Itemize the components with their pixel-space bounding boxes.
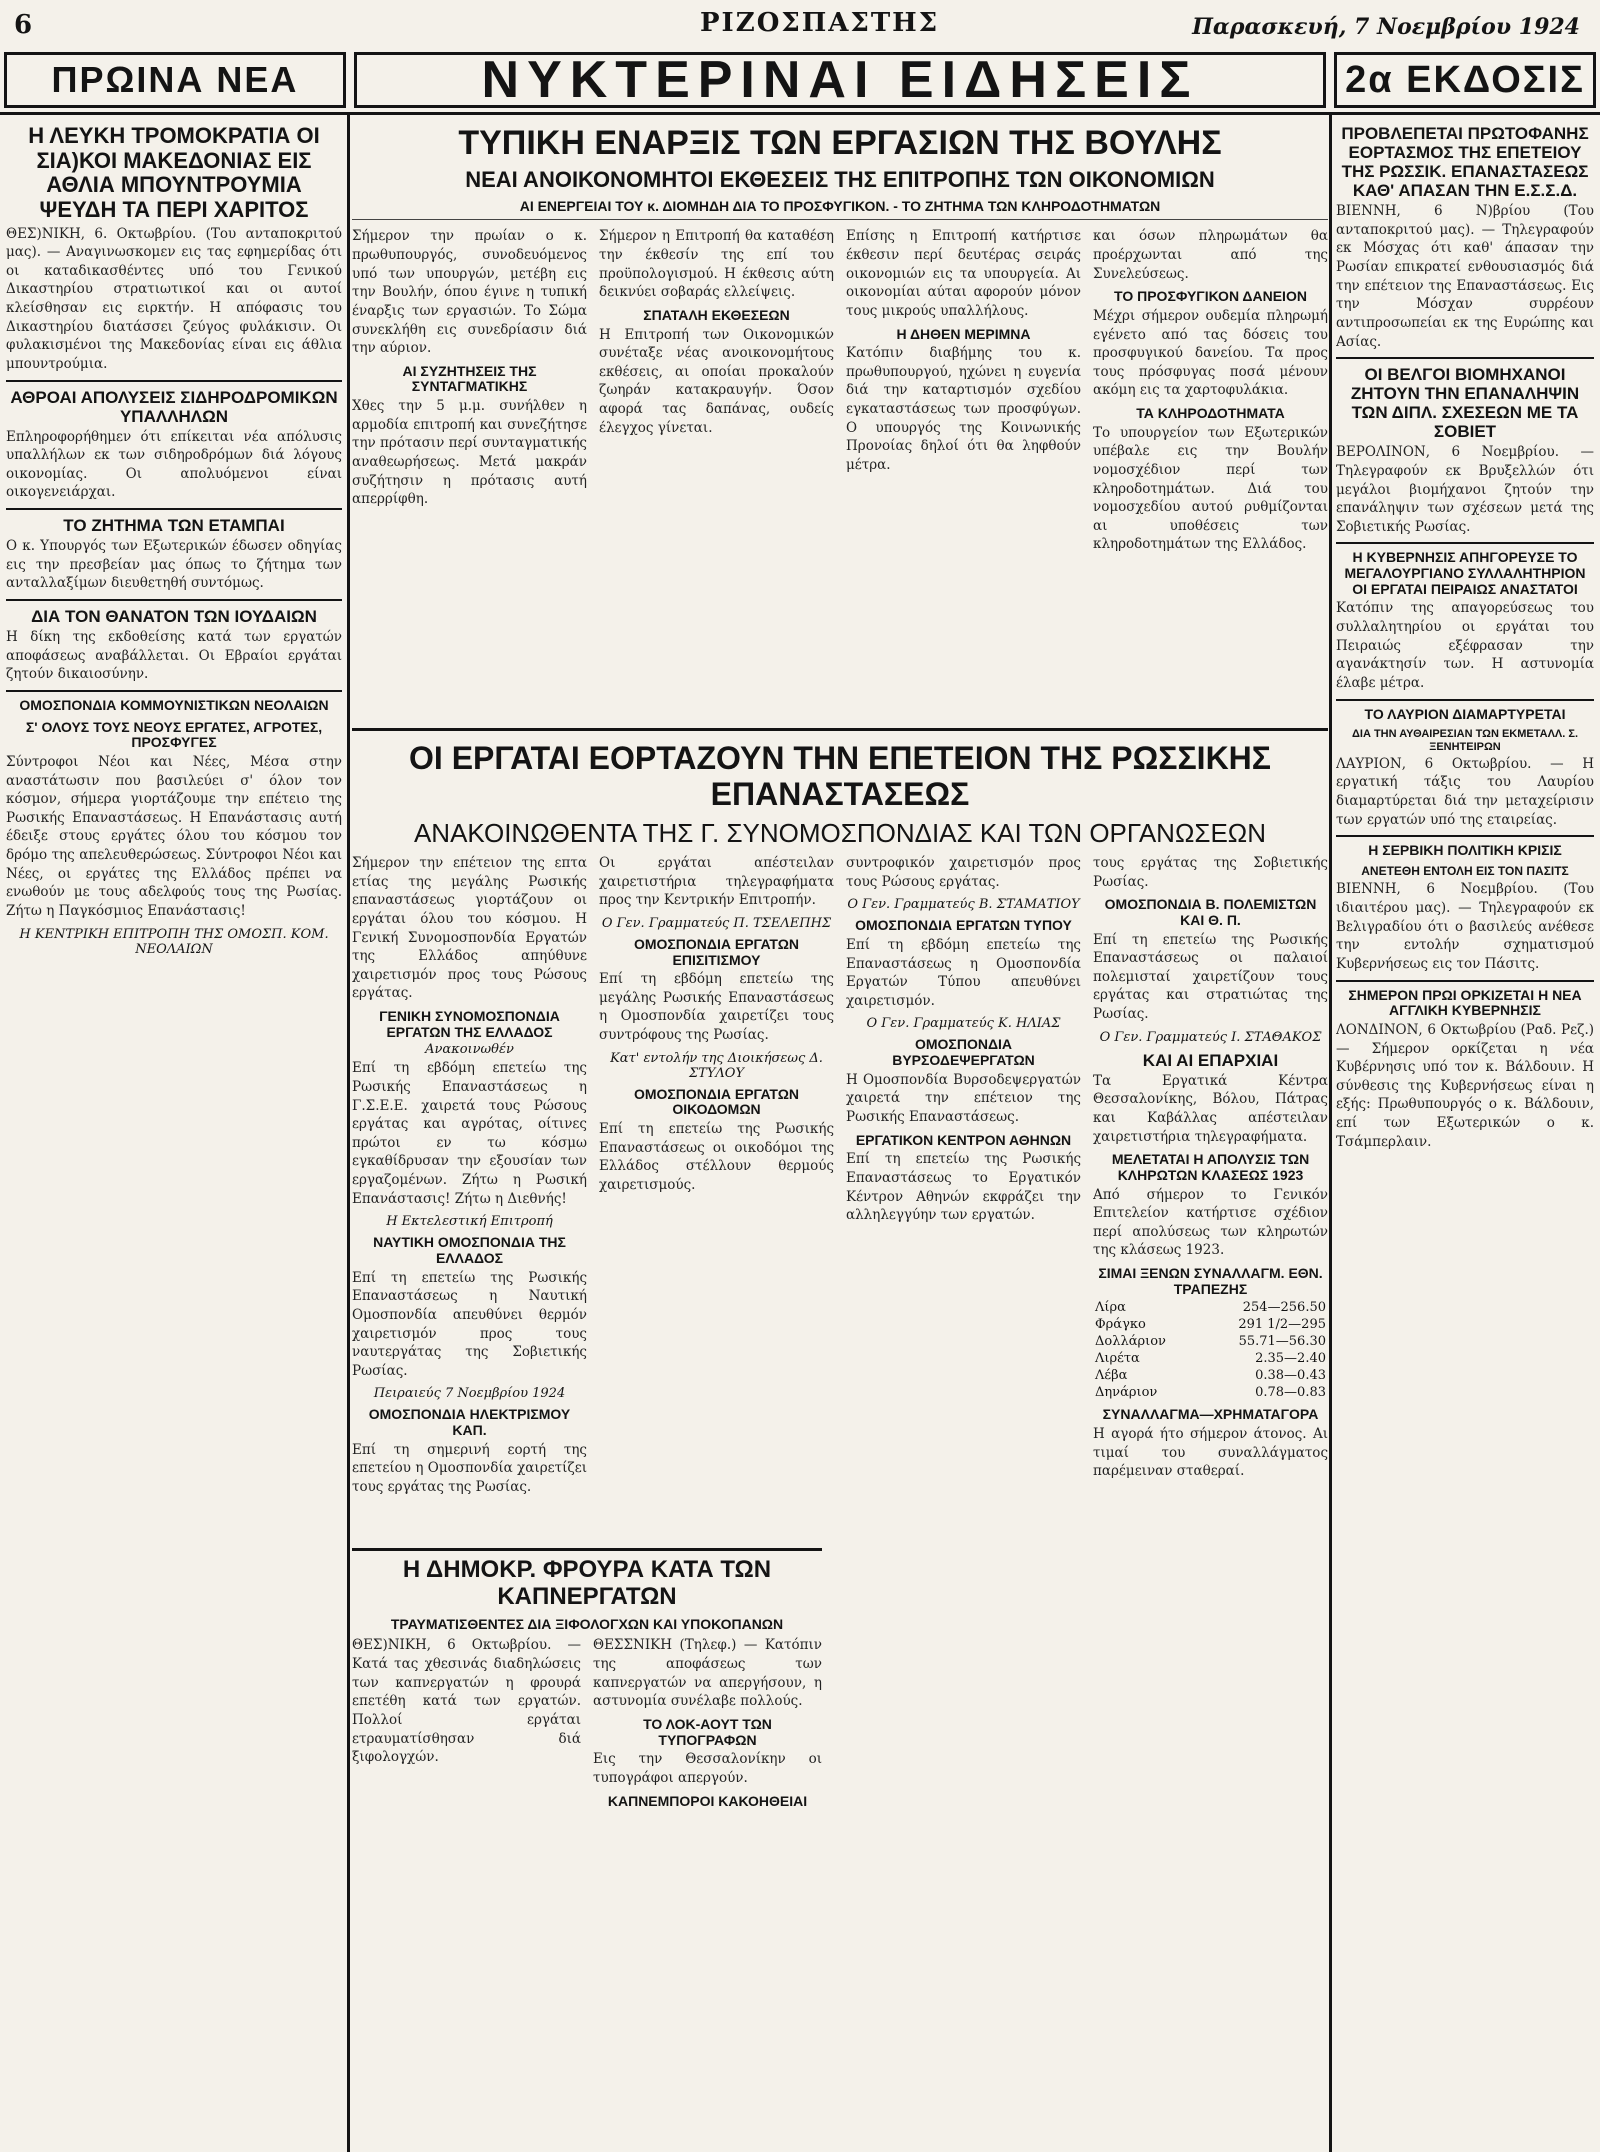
subheading: ΕΡΓΑΤΙΚΟΝ ΚΕΝΤΡΟΝ ΑΘΗΝΩΝ — [855, 1131, 1072, 1148]
subheading: ΣΠΑΤΑΛΗ ΕΚΘΕΣΕΩΝ — [643, 306, 790, 323]
text: Επί τη σημερινή εορτή της επετείου η Ομοσπονδία χαιρετίζει τους εργάτας της Ρωσίας. — [352, 1441, 587, 1496]
banner-night-news: ΝΥΚΤΕΡΙΝΑΙ ΕΙΔΗΣΕΙΣ — [354, 52, 1326, 108]
divider — [6, 599, 342, 601]
rate-currency: Λιρέτα — [1095, 1351, 1140, 1367]
right-column — [1336, 118, 1594, 2142]
article-title-england: ΣΗΜΕΡΟΝ ΠΡΩΙ ΟΡΚΙΖΕΤΑΙ Η ΝΕΑ ΑΓΓΛΙΚΗ ΚΥΒΕΡΝΗΣΙΣ — [1348, 986, 1582, 1019]
text: Επί τη εβδόμη επετείω της Επαναστάσεως η Ομοσπονδία Εργατών Τύπου απευθύνει χαιρετισμόν. — [846, 936, 1081, 1009]
article-title-lavrion: ΤΟ ΛΑΥΡΙΟΝ ΔΙΑΜΑΡΤΥΡΕΤΑΙ — [1364, 705, 1566, 722]
issue-date: Παρασκευή, 7 Νοεμβρίου 1924 — [1192, 14, 1580, 40]
text: Οι εργάται απέστειλαν χαιρετιστήρια τηλεγραφήματα προς την Κεντρικήν Επιτροπήν. — [599, 855, 834, 909]
article-title-serbia: Η ΣΕΡΒΙΚΗ ΠΟΛΙΤΙΚΗ ΚΡΙΣΙΣ — [1368, 842, 1562, 859]
article-body-lavrion: ΛΑΥΡΙΟΝ, 6 Οκτωβρίου. — Η εργατική τάξις του Λαυρίου διαμαρτύρεται διά την μεταχείρισιν των εργατών υπό της εταιρείας. — [1336, 755, 1594, 828]
subheading: ΤΟ ΠΡΟΣΦΥΓΙΚΟΝ ΔΑΝΕΙΟΝ — [1114, 288, 1307, 305]
divider — [1336, 542, 1594, 544]
parliament-columns — [352, 225, 1328, 560]
text: και όσων πληρωμάτων θα προέρχωνται από της Συνελεύσεως. — [1093, 228, 1328, 282]
text: Σήμερον την επέτειον της επτα ετίας της μεγάλης Ρωσικής επαναστάσεως γιορτάζουν οι εργάται όλου του κόσμου. Η Γενική Συνομοσπονδία Εργατών της Ελλάδος απηύθυνε χαιρετισμόν προς τους Ρώσους εργάτας. — [352, 855, 587, 1002]
article-body-ussr: ΒΙΕΝΝΗ, 6 Ν)βρίου (Του ανταποκριτού μας). — Τηλεγραφούν εκ Μόσχας ότι καθ' άπασαν την Ρωσίαν επικρατεί ενθουσιασμός διά την επέτειον της Επαναστάσεως. Εις την Μόσχαν συρρέουν αντιπροσωπείαι εκ της Ευρώπης και Ασίας. — [1336, 203, 1594, 350]
subheading: ΤΟ ΛΟΚ-ΑΟΥΤ ΤΩΝ ΤΥΠΟΓΡΑΦΩΝ — [643, 1715, 772, 1748]
article-body-white-terror: ΘΕΣ)ΝΙΚΗ, 6. Οκτωβρίου. (Του ανταποκριτού μας). — Αναγινωσκομεν εις τας εφημερίδας ότι οι καταδικασθέντες υπό του Γενικού Δικαστηρίου στρατιωτικοί και οι αυτοί κλείσθησαν εις ειρκτήν. Η απόφασις του Δικαστηρίου διατάσσει ζεύγος φυλάκισιν. Οι φυλακισμένοι της Μακεδονίας είναι εις άθλια μπουντρούμια. — [6, 225, 342, 372]
article-body-piraeus: Κατόπιν της απαγορεύσεως του συλλαλητηρίου οι εργάται του Πειραιώς εξέφρασαν την αγανάκτησίν των. Η αστυνομία έλαβε μέτρα. — [1336, 600, 1594, 691]
text: Επί τη επετείω της Ρωσικής Επαναστάσεως οι παλαιοί πολεμισταί χαιρετίζουν τους εργάτας και στρατιώτας της Ρωσίας. — [1093, 931, 1328, 1023]
subheading: ΟΜΟΣΠΟΝΔΙΑ ΕΡΓΑΤΩΝ ΤΥΠΟΥ — [855, 917, 1072, 934]
text: Από σήμερον το Γενικόν Επιτελείον κατήρτισε σχέδιον περί απολύσεως των κληρωτών της κλάσεως 1923. — [1093, 1186, 1328, 1259]
rate-value: 254—256.50 — [1242, 1300, 1326, 1316]
signature: Η Εκτελεστική Επιτροπή — [386, 1214, 553, 1230]
date-line: Πειραιεύς 7 Νοεμβρίου 1924 — [373, 1386, 566, 1402]
parliament-section — [352, 118, 1328, 718]
text: Επί τη επετείω της Ρωσικής Επαναστάσεως η Ναυτική Ομοσπονδία απευθύνει θερμόν χαιρετισμόν προς τους ναυτεργάτας της Σοβιετικής Ρωσίας. — [352, 1269, 587, 1379]
rate-row — [1093, 1350, 1328, 1367]
text: Χθες την 5 μ.μ. συνήλθεν η αρμοδία επιτροπή και συνεζήτησε την πρότασιν περί συνταγματικής αναθεωρήσεως. Μετά μακράν συζήτησιν η πρότασις αυτή απερρίφθη. — [352, 398, 587, 508]
tobacco-section — [352, 1548, 822, 2141]
rate-value: 55.71—56.30 — [1238, 1334, 1326, 1350]
rate-currency: Δολλάριον — [1095, 1334, 1166, 1350]
article-subtitle-youth-federation: Σ' ΟΛΟΥΣ ΤΟΥΣ ΝΕΟΥΣ ΕΡΓΑΤΕΣ, ΑΓΡΟΤΕΣ, ΠΡΟΣΦΥΓΕΣ — [25, 718, 323, 751]
text: Η αγορά ήτο σήμερον άτονος. Αι τιμαί του συναλλάγματος παρέμειναν σταθεραί. — [1093, 1426, 1328, 1480]
rate-currency: Δηνάριον — [1095, 1385, 1158, 1401]
text: συντροφικόν χαιρετισμόν προς τους Ρώσους εργάτας. — [846, 855, 1081, 890]
parliament-col-2 — [599, 225, 834, 560]
subheading: ΟΜΟΣΠΟΝΔΙΑ ΕΡΓΑΤΩΝ ΟΙΚΟΔΟΜΩΝ — [633, 1085, 800, 1118]
article-body-england: ΛΟΝΔΙΝΟΝ, 6 Οκτωβρίου (Ραδ. Ρεζ.) — Σήμερον ορκίζεται η νέα Κυβέρνησις υπό τον κ. Βάλδουιν. Η σύνθεσις της Κυβερνήσεως είναι η εξής: Πρωθυπουργός ο κ. Βάλδουιν, επί των Εξωτερικών ο κ. Τσάμπερλαιν. — [1336, 1021, 1594, 1150]
text: ΘΕΣ)ΝΙΚΗ, 6 Οκτωβρίου. — Κατά τας χθεσινάς διαδηλώσεις των καπνεργατών η φρουρά επετέθη κατά των εργατών. Πολλοί εργάται ετραυματίσθησαν διά ξιφολογχών. — [352, 1637, 581, 1766]
article-title-belgian: ΟΙ ΒΕΛΓΟΙ ΒΙΟΜΗΧΑΝΟΙ ΖΗΤΟΥΝ ΤΗΝ ΕΠΑΝΑΛΗΨΙΝ ΤΩΝ ΔΙΠΛ. ΣΧΕΣΕΩΝ ΜΕ ΤΑ ΣΟΒΙΕΤ — [1350, 365, 1580, 442]
rate-currency: Λίρα — [1095, 1300, 1126, 1316]
tobacco-subtitle: ΤΡΑΥΜΑΤΙΣΘΕΝΤΕΣ ΔΙΑ ΞΙΦΟΛΟΓΧΩΝ ΚΑΙ ΥΠΟΚΟΠΑΝΩΝ — [390, 1615, 784, 1632]
tobacco-title: Η ΔΗΜΟΚΡ. ΦΡΟΥΡΑ ΚΑΤΑ ΤΩΝ ΚΑΠΝΕΡΓΑΤΩΝ — [402, 1556, 772, 1610]
article-subtitle-serbia: ΑΝΕΤΕΘΗ ΕΝΤΟΛΗ ΕΙΣ ΤΟΝ ΠΑΣΙΤΣ — [1361, 863, 1569, 878]
rates-title: ΣΙΜΑΙ ΞΕΝΩΝ ΣΥΝΑΛΛΑΓΜ. ΕΘΝ. ΤΡΑΠΕΖΗΣ — [1098, 1265, 1323, 1297]
rate-row — [1093, 1333, 1328, 1350]
text: Η Ομοσπονδία Βυρσοδεψεργατών χαιρετά την επέτειον της Ρωσικής Επαναστάσεως. — [846, 1071, 1081, 1126]
text: Επί τη επετείω της Ρωσικής Επαναστάσεως οι οικοδόμοι της Ελλάδος στέλλουν θερμούς χαιρετισμούς. — [599, 1121, 834, 1193]
article-title-white-terror: Η ΛΕΥΚΗ ΤΡΟΜΟΚΡΑΤΙΑ ΟΙ ΣΙΑ)ΚΟΙ ΜΑΚΕΔΟΝΙΑΣ ΕΙΣ ΑΘΛΙΑ ΜΠΟΥΝΤΡΟΥΜΙΑ ΨΕΥΔΗ ΤΑ ΠΕΡΙ ΧΑΡΙΤΟΣ — [28, 123, 320, 222]
anniversary-subtitle: ΑΝΑΚΟΙΝΩΘΕΝΤΑ ΤΗΣ Γ. ΣΥΝΟΜΟΣΠΟΝΔΙΑΣ ΚΑΙ ΤΩΝ ΟΡΓΑΝΩΣΕΩΝ — [413, 817, 1267, 848]
subheading: ΓΕΝΙΚΗ ΣΥΝΟΜΟΣΠΟΝΔΙΑ ΕΡΓΑΤΩΝ ΤΗΣ ΕΛΛΑΔΟΣ — [379, 1008, 560, 1040]
article-body-belgian: ΒΕΡΟΛΙΝΟΝ, 6 Νοεμβρίου. — Τηλεγραφούν εκ Βρυξελλών ότι μεγάλοι βιομήχανοι ζητούν την επανάληψιν των σχέσεων μετά της Σοβιετικής Ρωσίας. — [1336, 444, 1594, 535]
text: Κατόπιν διαβήμης του κ. πρωθυπουργού, ηχώνει η ευγενία διά την καταρτισμόν σχεδίου εγκαταστάσεως των προσφύγων. Ο υπουργός της Κοινωνικής Προνοίας δηλοί ότι θα ληφθούν μέτρα. — [846, 345, 1081, 473]
article-title-jews: ΔΙΑ ΤΟΝ ΘΑΝΑΤΟΝ ΤΩΝ ΙΟΥΔΑΙΩΝ — [31, 606, 317, 626]
article-body-serbia: ΒΙΕΝΝΗ, 6 Νοεμβρίου. (Του ιδιαιτέρου μας). — Τηλεγραφούν εκ Βελιγραδίου ότι ο βασιλεύς ανέθεσε την εντολήν σχηματισμού Κυβερνήσεως εις τον Πάσιτς. — [1336, 881, 1594, 972]
rate-currency: Φράγκο — [1095, 1317, 1146, 1333]
subheading: ΜΕΛΕΤΑΤΑΙ Η ΑΠΟΛΥΣΙΣ ΤΩΝ ΚΛΗΡΩΤΩΝ ΚΛΑΣΕΩΣ 1923 — [1111, 1151, 1310, 1183]
subheading: ΚΑΙ ΑΙ ΕΠΑΡΧΙΑΙ — [1142, 1050, 1279, 1070]
text: Σήμερον την πρωίαν ο κ. πρωθυπουργός, συνοδευόμενος υπό των υπουργών, μετέβη εις την Βουλήν, όπου έγινε η τυπική έναρξις των εργασιών. Το Σώμα συνεκλήθη εις συνεδρίασιν διά την αύριον. — [352, 228, 587, 357]
text: Σήμερον η Επιτροπή θα καταθέση την έκθεσίν της επί του προϋπολογισμού. Η έκθεσις αύτη δεικνύει σοβαράς ελλείψεις. — [599, 228, 834, 301]
signature: Κατ' εντολήν της Διοικήσεως Δ. ΣΤΥΛΟΥ — [610, 1050, 823, 1081]
banner-second-edition: 2α ΕΚΔΟΣΙΣ — [1334, 52, 1596, 108]
rate-value: 291 1/2—295 — [1238, 1317, 1326, 1333]
article-title-railway-dismissals: ΑΘΡΟΑΙ ΑΠΟΛΥΣΕΙΣ ΣΙΔΗΡΟΔΡΟΜΙΚΩΝ ΥΠΑΛΛΗΛΩΝ — [10, 387, 338, 426]
rate-currency: Λέβα — [1095, 1368, 1128, 1384]
divider — [6, 690, 342, 692]
text: τους εργάτας της Σοβιετικής Ρωσίας. — [1093, 855, 1328, 890]
subheading: ΝΑΥΤΙΚΗ ΟΜΟΣΠΟΝΔΙΑ ΤΗΣ ΕΛΛΑΔΟΣ — [373, 1234, 566, 1267]
newspaper-name: ΡΙΖΟΣΠΑΣΤΗΣ — [700, 8, 940, 38]
text: Το υπουργείον των Εξωτερικών υπέβαλε εις την Βουλήν νομοσχέδιον περί των κληροδοτημάτων. Διά του νομοσχεδίου αυτού ρυθμίζονται αι υποθέσεις των κληροδοτημάτων της Ελλάδος. — [1093, 424, 1328, 553]
anniversary-col-3 — [846, 852, 1081, 1503]
column-divider-left — [347, 112, 350, 2152]
rate-value: 2.35—2.40 — [1255, 1351, 1326, 1367]
signature-youth-federation: Η ΚΕΝΤΡΙΚΗ ΕΠΙΤΡΟΠΗ ΤΗΣ ΟΜΟΣΠ. ΚΟΜ. ΝΕΟΛΑΙΩΝ — [19, 926, 329, 957]
rate-value: 0.78—0.83 — [1255, 1385, 1326, 1401]
parliament-col-1 — [352, 225, 587, 560]
article-subtitle-lavrion: ΔΙΑ ΤΗΝ ΑΥΘΑΙΡΕΣΙΑΝ ΤΩΝ ΕΚΜΕΤΑΛΛ. Σ. ΞΕΝΗΤΕΙΡΩΝ — [1351, 728, 1579, 753]
label: Ανακοινωθέν — [425, 1042, 514, 1058]
text: Μέχρι σήμερον ουδεμία πληρωμή εγένετο από τας δόσεις του προσφυγικού δανείου. Τα προς τους πρόσφυγας ποσά μένουν ακόμη εις τα χαρτοφυλάκια. — [1093, 307, 1328, 399]
signature: Ο Γεν. Γραμματεύς Π. ΤΣΕΛΕΠΗΣ — [601, 915, 832, 931]
divider — [1336, 357, 1594, 359]
signature: Ο Γεν. Γραμματεύς Β. ΣΤΑΜΑΤΙΟΥ — [847, 897, 1080, 913]
article-body-youth-federation: Σύντροφοι Νέοι και Νέες, Μέσα στην αναστάτωσιν που βασιλεύει σ' όλον τον κόσμον, σήμερα γιορτάζουμε την επέτειο της Ρωσικής Επαναστάσεως. Η Επανάστασις αυτή έδειξε στους εργάτες όλου του κόσμου τον δρόμο της απελευθερώσεως. Σύντροφοι Νέοι και Νέες, οι εργάτες της Ελλάδος πρέπει να ενωθούν με τους αδελφούς τους της Ρωσίας. Ζήτω η Παγκόσμιος Επανάστασις! — [6, 753, 342, 919]
parliament-subtitle: ΝΕΑΙ ΑΝΟΙΚΟΝΟΜΗΤΟΙ ΕΚΘΕΣΕΙΣ ΤΗΣ ΕΠΙΤΡΟΠΗΣ ΤΩΝ ΟΙΚΟΝΟΜΙΩΝ — [465, 167, 1215, 193]
anniversary-title: ΟΙ ΕΡΓΑΤΑΙ ΕΟΡΤΑΖΟΥΝ ΤΗΝ ΕΠΕΤΕΙΟΝ ΤΗΣ ΡΩΣΣΙΚΗΣ ΕΠΑΝΑΣΤΑΣΕΩΣ — [409, 740, 1271, 812]
anniversary-col-1 — [352, 852, 587, 1503]
parliament-col-4 — [1093, 225, 1328, 560]
article-body-jews: Η δίκη της εκδοθείσης κατά των εργατών αποφάσεως αναβάλλεται. Οι Εβραίοι εργάται ζητούν δικαιοσύνην. — [6, 629, 342, 683]
banner-morning-news: ΠΡΩΙΝΑ ΝΕΑ — [4, 52, 346, 108]
subheading: ΣΥΝΑΛΛΑΓΜΑ—ΧΡΗΜΑΤΑΓΟΡΑ — [1102, 1406, 1319, 1423]
text: Τα Εργατικά Κέντρα Θεσσαλονίκης, Βόλου, Πάτρας και Καβάλλας απέστειλαν χαιρετιστήρια τηλεγραφήματα. — [1093, 1072, 1328, 1145]
article-body-etampai: Ο κ. Υπουργός των Εξωτερικών έδωσεν οδηγίας εις την πρεσβείαν μας όπως το ζήτημα των ανταλλαξίμων διευθετηθή συντόμως. — [6, 538, 342, 592]
article-title-etampai: ΤΟ ΖΗΤΗΜΑ ΤΩΝ ΕΤΑΜΠΑΙ — [63, 516, 285, 536]
divider — [1336, 980, 1594, 982]
article-title-piraeus: Η ΚΥΒΕΡΝΗΣΙΣ ΑΠΗΓΟΡΕΥΣΕ ΤΟ ΜΕΓΑΛΟΥΡΓΙΑΝΟ ΣΥΛΛΑΛΗΤΗΡΙΟΝ ΟΙ ΕΡΓΑΤΑΙ ΠΕΙΡΑΙΩΣ ΑΝΑΣΤΑΤΟΙ — [1344, 549, 1586, 597]
text: Επί τη εβδόμη επετείω της μεγάλης Ρωσικής Επαναστάσεως η Ομοσπονδία χαιρετίζει τους συντρόφους της Ρωσίας. — [599, 971, 834, 1044]
tobacco-col-1 — [352, 1634, 581, 1811]
anniversary-headline-block — [352, 728, 1328, 851]
subheading: ΟΜΟΣΠΟΝΔΙΑ ΕΡΓΑΤΩΝ ΕΠΙΣΙΤΙΣΜΟΥ — [633, 935, 800, 968]
article-title-ussr: ΠΡΟΒΛΕΠΕΤΑΙ ΠΡΩΤΟΦΑΝΗΣ ΕΟΡΤΑΣΜΟΣ ΤΗΣ ΕΠΕΤΕΙΟΥ ΤΗΣ ΡΩΣΣΙΚ. ΕΠΑΝΑΣΤΑΣΕΩΣ ΚΑΘ' ΑΠΑΣΑΝ ΤΗΝ Ε.Σ.Σ.Δ. — [1341, 124, 1589, 201]
rate-row — [1093, 1299, 1328, 1316]
subheading: ΟΜΟΣΠΟΝΔΙΑ ΒΥΡΣΟΔΕΨΕΡΓΑΤΩΝ — [892, 1036, 1035, 1069]
subheading: ΟΜΟΣΠΟΝΔΙΑ ΗΛΕΚΤΡΙΣΜΟΥ ΚΑΠ. — [368, 1406, 571, 1439]
subheading: ΑΙ ΣΥΖΗΤΗΣΕΙΣ ΤΗΣ ΣΥΝΤΑΓΜΑΤΙΚΗΣ — [402, 362, 537, 395]
parliament-title: ΤΥΠΙΚΗ ΕΝΑΡΞΙΣ ΤΩΝ ΕΡΓΑΣΙΩΝ ΤΗΣ ΒΟΥΛΗΣ — [458, 124, 1222, 162]
text: ΘΕΣΣΝΙΚΗ (Τηλεφ.) — Κατόπιν της αποφάσεως των καπνεργατών να απεργήσουν, η αστυνομία συνέλαβε πολλούς. — [593, 1637, 822, 1710]
anniversary-columns — [352, 852, 1328, 1542]
text: Επί τη επετείω της Ρωσικής Επαναστάσεως το Εργατικόν Κέντρον Αθηνών εκφράζει την αλληλεγγύην των εργατών. — [846, 1151, 1081, 1224]
anniversary-col-4 — [1093, 852, 1328, 1503]
divider — [6, 508, 342, 510]
text: Η Επιτροπή των Οικονομικών συνέταξε νέας ανοικονομήτους εκθέσεις, αι οποίαι προκαλούν ζωηράν κατακραυγήν. Όσον αφορά τας δαπάνας, ουδείς έλεγχος γίνεται. — [599, 326, 834, 436]
rate-value: 0.38—0.43 — [1255, 1368, 1326, 1384]
rate-row — [1093, 1384, 1328, 1401]
parliament-subtitle-2: ΑΙ ΕΝΕΡΓΕΙΑΙ ΤΟΥ κ. ΔΙΟΜΗΔΗ ΔΙΑ ΤΟ ΠΡΟΣΦΥΓΙΚΟΝ. - ΤΟ ΖΗΤΗΜΑ ΤΩΝ ΚΛΗΡΟΔΟΤΗΜΑΤΩΝ — [519, 197, 1161, 214]
page-number: 6 — [14, 10, 33, 40]
column-divider-right — [1329, 112, 1332, 2152]
divider — [1336, 699, 1594, 701]
text: Επίσης η Επιτροπή κατήρτισε έκθεσιν περί δευτέρας σειράς οικονομιών εις τα υπουργεία. Αι οικονομίαι αύται αφορούν μόνον τους μικρούς υπαλλήλους. — [846, 228, 1081, 319]
exchange-rates-table — [1093, 1299, 1328, 1401]
left-column — [6, 118, 342, 2142]
signature: Ο Γεν. Γραμματεύς Ι. ΣΤΑΘΑΚΟΣ — [1099, 1029, 1322, 1045]
rate-row — [1093, 1367, 1328, 1384]
subheading: ΤΑ ΚΛΗΡΟΔΟΤΗΜΑΤΑ — [1136, 405, 1285, 422]
divider — [1336, 835, 1594, 837]
article-title-youth-federation: ΟΜΟΣΠΟΝΔΙΑ ΚΟΜΜΟΥΝΙΣΤΙΚΩΝ ΝΕΟΛΑΙΩΝ — [19, 696, 329, 713]
divider — [6, 380, 342, 382]
tobacco-col-2 — [593, 1634, 822, 1811]
subheading: ΚΑΠΝΕΜΠΟΡΟΙ ΚΑΚΟΗΘΕΙΑΙ — [607, 1792, 808, 1809]
rate-row — [1093, 1316, 1328, 1333]
subheading: ΟΜΟΣΠΟΝΔΙΑ Β. ΠΟΛΕΜΙΣΤΩΝ ΚΑΙ Θ. Π. — [1104, 896, 1317, 928]
text: Εις την Θεσσαλονίκην οι τυπογράφοι απεργούν. — [593, 1751, 822, 1786]
parliament-col-3 — [846, 225, 1081, 560]
subheading: Η ΔΗΘΕΝ ΜΕΡΙΜΝΑ — [896, 325, 1031, 342]
divider — [352, 219, 1328, 220]
article-body-railway-dismissals: Επληροφορήθημεν ότι επίκειται νέα απόλυσις υπαλλήλων εκ των σιδηροδρόμων διά λόγους οικονομίας. Οι απολυόμενοι είναι οικογενειάρχαι. — [6, 428, 342, 501]
anniversary-col-2 — [599, 852, 834, 1503]
signature: Ο Γεν. Γραμματεύς Κ. ΗΛΙΑΣ — [866, 1016, 1061, 1032]
text: Επί τη εβδόμη επετείω της Ρωσικής Επαναστάσεως η Γ.Σ.Ε.Ε. χαιρετά τους Ρώσους εργάτας και αγρότας, οίτινες πρώτοι εν τω κόσμω εγκαθίδρυσαν την εξουσίαν των εργαζομένων. Ζήτω η Ρωσική Επανάστασις! Ζήτω η Διεθνής! — [352, 1060, 587, 1207]
